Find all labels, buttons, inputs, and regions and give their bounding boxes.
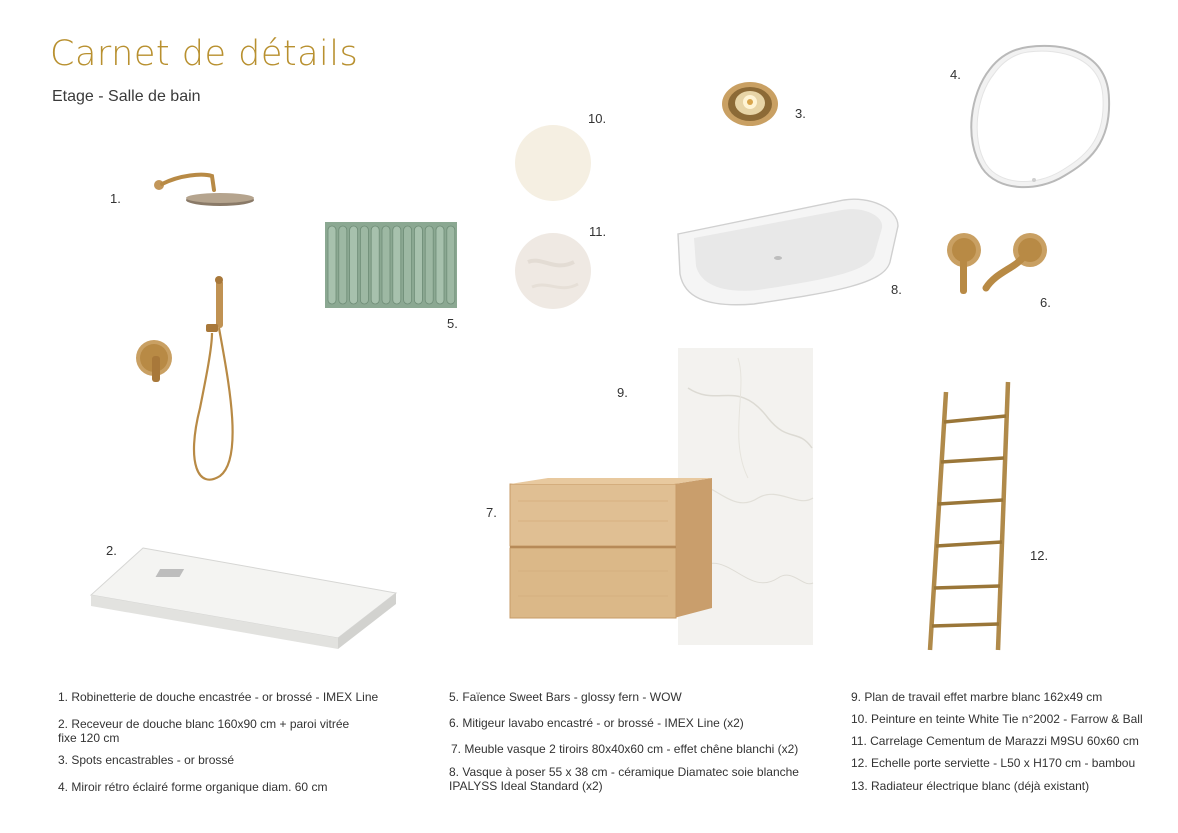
caption-10: 10. Peinture en teinte White Tie n°2002 - Farrow & Ball: [851, 712, 1143, 726]
page-title: Carnet de détails: [50, 34, 359, 74]
caption-4: 4. Miroir rétro éclairé forme organique diam. 60 cm: [58, 780, 328, 794]
caption-7: 7. Meuble vasque 2 tiroirs 80x40x60 cm - effet chêne blanchi (x2): [451, 742, 799, 756]
marker-12: 12.: [1030, 548, 1049, 563]
vanity-unit-image: [508, 476, 714, 622]
marker-11: 11.: [589, 224, 607, 239]
marker-8: 8.: [891, 282, 902, 297]
caption-2-cont: fixe 120 cm: [58, 731, 120, 745]
shower-tray-image: [88, 545, 400, 653]
shower-head-image: [150, 160, 260, 210]
paint-swatch-image: [514, 124, 592, 202]
fern-tiles-image: [325, 222, 457, 308]
caption-6: 6. Mitigeur lavabo encastré - or brossé - IMEX Line (x2): [449, 716, 744, 730]
caption-3: 3. Spots encastrables - or brossé: [58, 753, 235, 767]
page-subtitle: Etage - Salle de bain: [52, 88, 201, 105]
caption-2: 2. Receveur de douche blanc 160x90 cm + paroi vitrée: [58, 717, 350, 731]
bamboo-ladder-image: [924, 380, 1014, 654]
shower-mixer-image: [132, 278, 252, 488]
cement-tile-swatch-image: [514, 232, 592, 310]
caption-9: 9. Plan de travail effet marbre blanc 162x49 cm: [851, 690, 1103, 704]
marker-2: 2.: [106, 543, 117, 558]
spotlight-image: [721, 80, 779, 128]
marker-5: 5.: [447, 316, 458, 331]
basin-mixer-image: [946, 228, 1054, 298]
marker-10: 10.: [588, 111, 607, 126]
caption-8-cont: IPALYSS Ideal Standard (x2): [449, 779, 603, 793]
marker-4: 4.: [950, 67, 961, 82]
mirror-image: [968, 44, 1113, 194]
basin-image: [674, 196, 904, 308]
caption-8: 8. Vasque à poser 55 x 38 cm - céramique Diamatec soie blanche: [449, 765, 799, 779]
marker-1: 1.: [110, 191, 121, 206]
caption-11: 11. Carrelage Cementum de Marazzi M9SU 60x60 cm: [851, 734, 1139, 748]
caption-12: 12. Echelle porte serviette - L50 x H170 cm - bambou: [851, 756, 1136, 770]
marker-3: 3.: [795, 106, 806, 121]
caption-1: 1. Robinetterie de douche encastrée - or brossé - IMEX Line: [58, 690, 379, 704]
marker-6: 6.: [1040, 295, 1051, 310]
marker-9: 9.: [617, 385, 628, 400]
caption-5: 5. Faïence Sweet Bars - glossy fern - WOW: [449, 690, 682, 704]
marker-7: 7.: [486, 505, 497, 520]
caption-13: 13. Radiateur électrique blanc (déjà existant): [851, 779, 1090, 793]
